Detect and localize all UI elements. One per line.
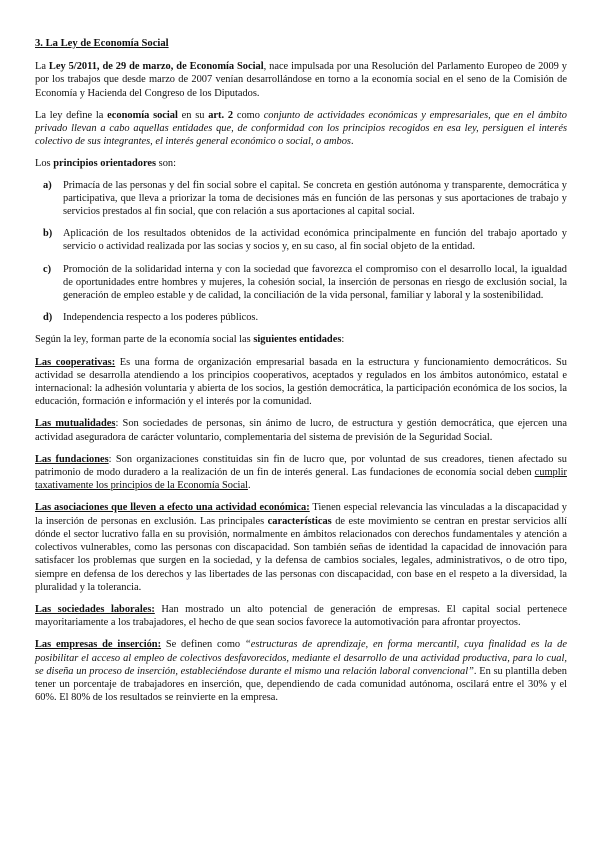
definition-quote: conjunto de actividades económicas y empresariales, que en el ámbito privado llevan a cabo aquellas entidades que, de conformidad con los principios recogidos en esa ley, persiguen el interés colectivo de sus integrantes, el interés general económico o social, o ambos (35, 109, 567, 148)
list-text: Primacía de las personas y del fin social sobre el capital. Se concreta en gestión autónoma y transparente, democrática y participativa, que lleva a priorizar la toma de decisiones más en función de las personas y sus aportaciones de trabajo y servicios prestados al fin social, que con relación a sus aportaciones al capital social. (63, 179, 567, 218)
list-text: Independencia respecto a los poderes públicos. (63, 312, 259, 324)
list-item (35, 227, 567, 253)
list-label: a) (43, 179, 52, 191)
definition-paragraph: La ley define la economía social en su art. 2 como conjunto de actividades económicas y empresariales, que en el ámbito privado llevan a cabo aquellas entidades que, de conformidad con los principios recogidos en esa ley, persiguen el interés colectivo de sus integrantes, el interés general económico o social, o ambos. (35, 109, 567, 148)
fundaciones-underlined: cumplir taxativamente los principios de la Economía Social (35, 467, 567, 492)
list-text: Promoción de la solidaridad interna y con la sociedad que favorezca el compromiso con el desarrollo local, la igualdad de oportunidades entre hombres y mujeres, la cohesión social, la inserción de personas en riesgo de exclusión social, la generación de empleo estable y de calidad, la conciliación de la vida personal, familiar y laboral y la sostenibilidad. (63, 263, 567, 302)
list-item (35, 311, 567, 324)
fundaciones-paragraph: Las fundaciones: Son organizaciones constituidas sin fin de lucro que, por voluntad de sus creadores, tienen afectado su patrimonio de modo duradero a la realización de un fin de interés general. Las fundaciones de economía social deben cumplir taxativamente los principios de la Economía Social. (35, 453, 567, 492)
insercion-label: Las empresas de inserción: (35, 639, 162, 651)
intro-paragraph: La Ley 5/2011, de 29 de marzo, de Economía Social, nace impulsada por una Resolución del Parlamento Europeo de 2009 y por los trabajos que desde marzo de 2007 venían desarrollándose en torno a la economía social en el seno de la Comisión de Economía y Hacienda del Congreso de los Diputados. (35, 61, 567, 99)
document-page (35, 37, 567, 704)
principles-intro: Los principios orientadores son: (35, 158, 176, 170)
asociaciones-label: Las asociaciones que lleven a efecto una actividad económica: (35, 502, 310, 514)
law-name: Ley 5/2011, de 29 de marzo, de Economía Social (48, 61, 264, 73)
term-economia-social: economía social (107, 109, 178, 121)
mutualidades-paragraph: Las mutualidades: Son sociedades de personas, sin ánimo de lucro, de estructura y gestión democrática, que ejercen una actividad aseguradora de carácter voluntario, complementaria del sistema de previsión de la Seguridad Social. (35, 418, 567, 443)
principles-list (35, 179, 567, 325)
list-item (35, 179, 567, 219)
cooperativas-paragraph: Las cooperativas: Es una forma de organización empresarial basada en la estructura y funcionamiento democráticos. Su actividad se desarrolla atendiendo a los principios cooperativos, aceptados y regulados en los ámbitos autonómico, estatal e internacional: la adhesión voluntaria y abierta de los socios, la gestión democrática, la participación económica de los socios, la educación, formación e información y el interés por la comunidad. (35, 356, 567, 408)
list-text: Aplicación de los resultados obtenidos de la actividad económica principalmente en función del trabajo aportado y servicio o actividad realizada por las socias y socios y, en su caso, al fin social objeto de la entidad. (63, 228, 567, 253)
fundaciones-label: Las fundaciones (35, 453, 109, 465)
cooperativas-label: Las cooperativas: (35, 356, 116, 368)
insercion-quote: “estructuras de aprendizaje, en forma mercantil, cuya finalidad es la de posibilitar el acceso al empleo de colectivos desfavorecidos, mediante el desarrollo de una actividad productiva, para lo cual, se diseña un proceso de inserción, estableciéndose durante el mismo una relación laboral convencional” (35, 639, 567, 677)
asociaciones-paragraph: Las asociaciones que lleven a efecto una actividad económica: Tienen especial relevancia las vinculadas a la discapacidad y la inserción de personas en exclusión. Las principales características de este movimiento se centran en prestar servicios allí dónde el sector lucrativo falla en su provisión, normalmente en ámbitos relacionados con derechos fundamentales y atención a colectivos vulnerables, como las personas con discapacidad. Son también señas de identidad la capacidad de innovación para satisfacer los problemas que surgen en la sociedad, y la defensa de cambios sociales, legales, administrativos, o de otro tipo, siempre en defensa de los derechos y las libertades de las personas con discapacidad, con base en el respeto a la diversidad, la pluralidad y la tolerancia. (35, 502, 567, 593)
article-ref: art. 2 (208, 109, 234, 121)
mutualidades-label: Las mutualidades (35, 418, 116, 430)
list-label: b) (43, 228, 53, 240)
list-label: c) (43, 263, 52, 275)
insercion-paragraph: Las empresas de inserción: Se definen como “estructuras de aprendizaje, en forma mercantil, cuya finalidad es la de posibilitar el acceso al empleo de colectivos desfavorecidos, mediante el desarrollo de una actividad productiva, para lo cual, se diseña un proceso de inserción, estableciéndose durante el mismo una relación laboral convencional”. En su plantilla deben tener un porcentaje de trabajadores en inserción, que, dependiendo de cada comunidad autónoma, oscilará entre el 30% y el 60%. El 80% de los resultados se reinvierte en la empresa. (35, 639, 567, 704)
laborales-paragraph: Las sociedades laborales: Han mostrado un alto potencial de generación de empresas. El capital social pertenece mayoritariamente a los trabajadores, el hecho de que sean socios favorece la automotivación para afrontar proyectos. (35, 603, 567, 629)
list-item (35, 263, 567, 303)
laborales-label: Las sociedades laborales: (35, 603, 155, 615)
entities-intro: Según la ley, forman parte de la economía social las siguientes entidades: (35, 334, 345, 346)
section-title: 3. La Ley de Economía Social (35, 38, 169, 49)
list-label: d) (43, 312, 53, 324)
